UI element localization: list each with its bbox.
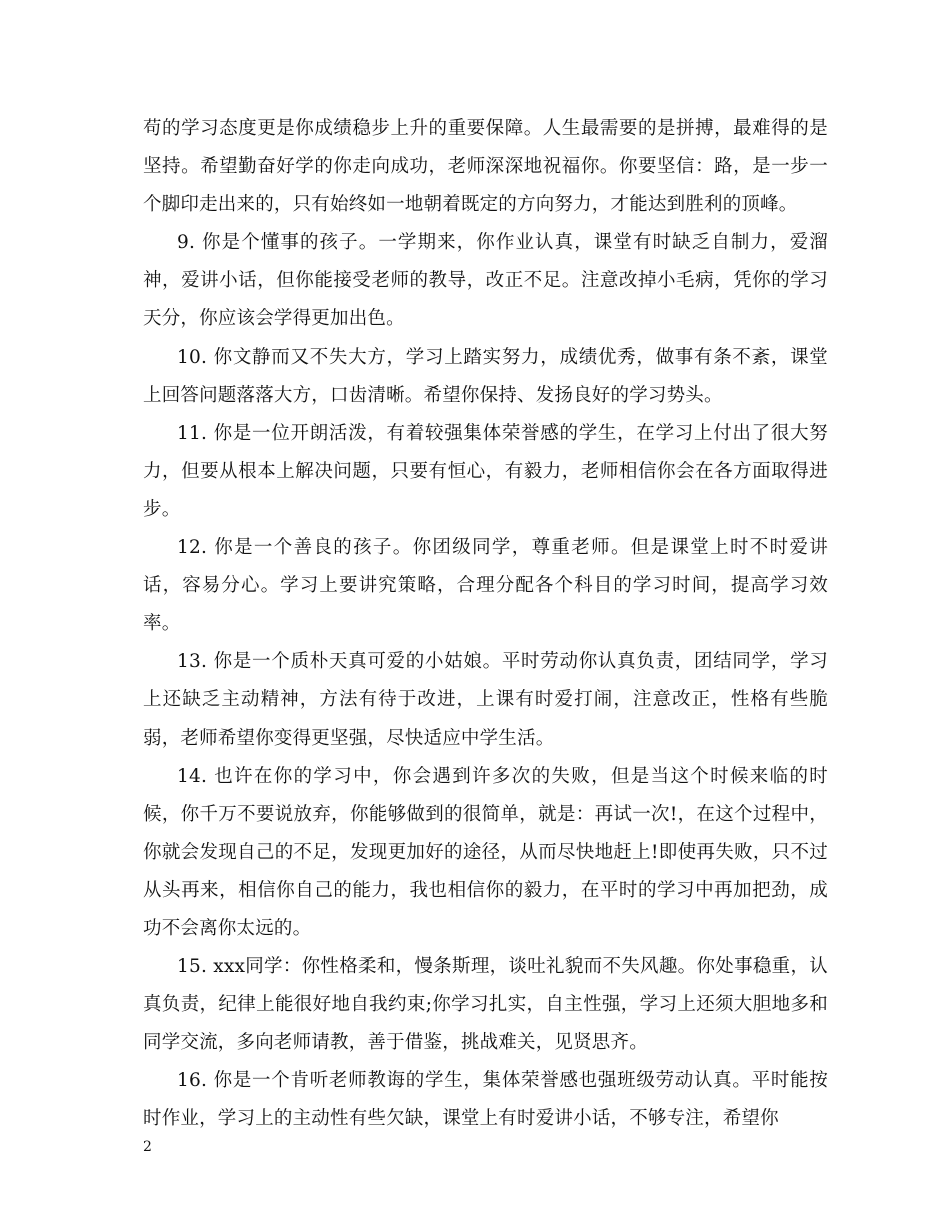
paragraph-item-9: 9. 你是个懂事的孩子。一学期来，你作业认真，课堂有时缺乏自制力，爱溜神，爱讲小话，但你能接受老师的教导，改正不足。注意改掉小毛病，凭你的学习天分，你应该会学得更加出色。 (143, 232, 828, 330)
paragraph-item-12: 12. 你是一个善良的孩子。你团级同学，尊重老师。但是课堂上时不时爱讲话，容易分心。学习上要讲究策略，合理分配各个科目的学习时间，提高学习效率。 (143, 537, 828, 635)
paragraph-item-11: 11. 你是一位开朗活泼，有着较强集体荣誉感的学生，在学习上付出了很大努力，但要从根本上解决问题，只要有恒心，有毅力，老师相信你会在各方面取得进步。 (143, 422, 828, 520)
paragraph-item-14: 14. 也许在你的学习中，你会遇到许多次的失败，但是当这个时候来临的时候，你千万不要说放弃，你能够做到的很简单，就是：再试一次!，在这个过程中，你就会发现自己的不足，发现更加好的途径，从而尽快地赶上!即使再失败，只不过从头再来，相信你自己的能力，我也相信你的毅力，在平时的学习中再加把劲，成功不会离你太远的。 (143, 765, 828, 939)
paragraph-item-15: 15. xxx同学：你性格柔和，慢条斯理，谈吐礼貌而不失风趣。你处事稳重，认真负责，纪律上能很好地自我约束;你学习扎实，自主性强，学习上还须大胆地多和同学交流，多向老师请教，善于借鉴，挑战难关，见贤思齐。 (143, 956, 828, 1054)
page-number: 2 (143, 1139, 152, 1155)
document-body (143, 110, 828, 1139)
paragraph-continuation: 苟的学习态度更是你成绩稳步上升的重要保障。人生最需要的是拼搏，最难得的是坚持。希望勤奋好学的你走向成功，老师深深地祝福你。你要坚信：路，是一步一个脚印走出来的，只有始终如一地朝着既定的方向努力，才能达到胜利的顶峰。 (143, 118, 828, 216)
paragraph-item-16: 16. 你是一个肯听老师教诲的学生，集体荣誉感也强班级劳动认真。平时能按时作业，学习上的主动性有些欠缺，课堂上有时爱讲小话，不够专注，希望你 (143, 1070, 828, 1130)
paragraph-item-13: 13. 你是一个质朴天真可爱的小姑娘。平时劳动你认真负责，团结同学，学习上还缺乏主动精神，方法有待于改进，上课有时爱打闹，注意改正，性格有些脆弱，老师希望你变得更坚强，尽快适应中学生活。 (143, 651, 828, 749)
paragraph-item-10: 10. 你文静而又不失大方，学习上踏实努力，成绩优秀，做事有条不紊，课堂上回答问题落落大方，口齿清晰。希望你保持、发扬良好的学习势头。 (143, 346, 828, 406)
